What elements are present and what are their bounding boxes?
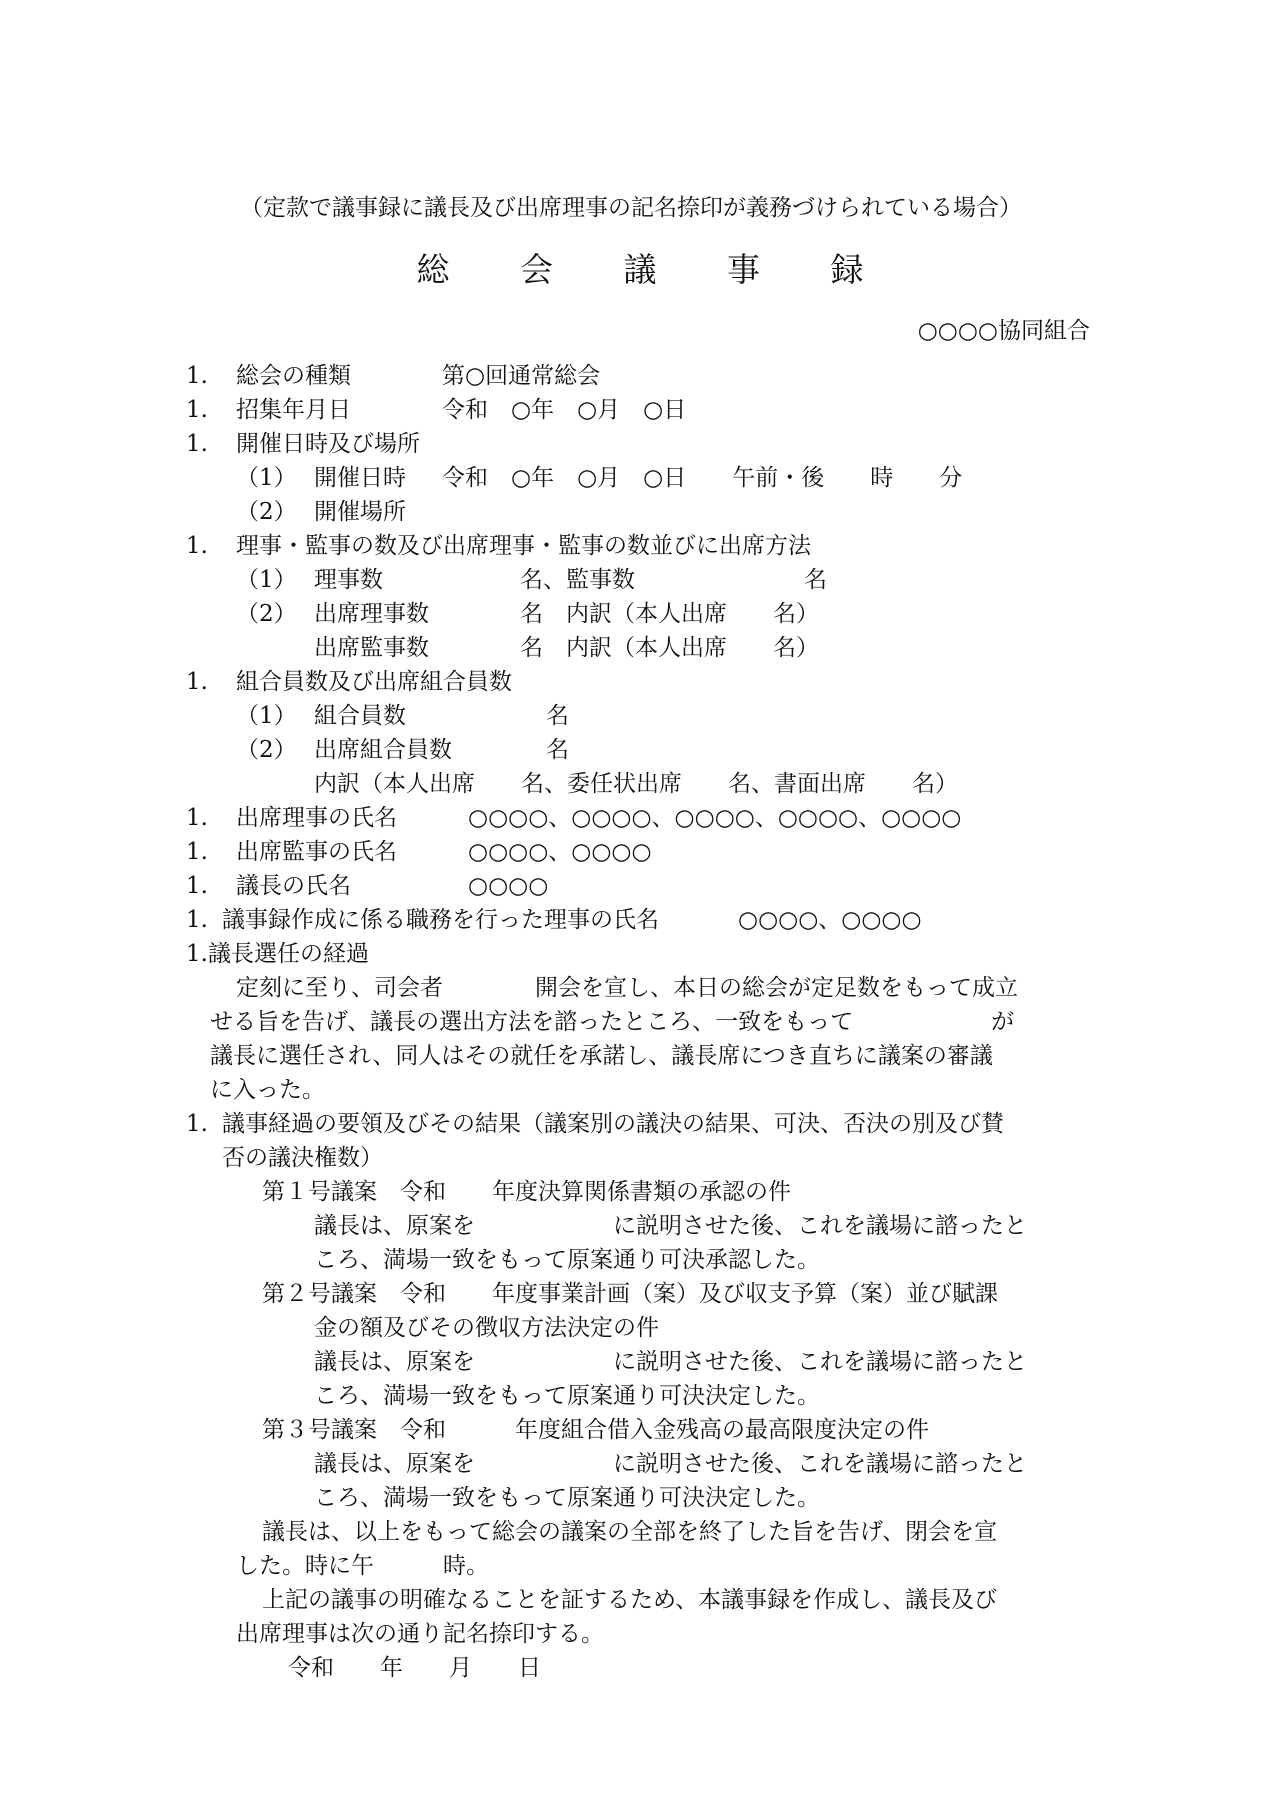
title-char: 事 bbox=[727, 250, 760, 289]
agenda-2-line-1: 議長は、原案を に説明させた後、これを議場に諮ったと bbox=[314, 1349, 1027, 1375]
organization-name: ○○○○協同組合 bbox=[917, 318, 1090, 344]
agenda-3-line-2: ころ、満場一致をもって原案通り可決決定した。 bbox=[314, 1485, 820, 1511]
venue-1-num: （1） bbox=[236, 465, 297, 491]
agenda-2-title: 第２号議案 令和 年度事業計画（案）及び収支予算（案）並び賦課 bbox=[262, 1281, 998, 1307]
directors-3-a: 出席監事数 bbox=[314, 635, 429, 661]
convocation-label: 招集年月日 bbox=[236, 397, 351, 423]
venue-label: 開催日時及び場所 bbox=[236, 431, 420, 457]
closing-text-4: 出席理事は次の通り記名捺印する。 bbox=[236, 1621, 604, 1647]
item-marker: 1. bbox=[186, 363, 208, 389]
members-1-a: 組合員数 bbox=[314, 703, 406, 729]
item-marker: 1. bbox=[186, 397, 208, 423]
closing-text-2: した。時に午 時。 bbox=[236, 1553, 489, 1579]
item-marker: 1. bbox=[186, 839, 208, 865]
title-char: 会 bbox=[520, 250, 553, 289]
directors-3-b: 名 内訳（本人出席 名） bbox=[520, 635, 819, 661]
members-3: 内訳（本人出席 名、委任状出席 名、書面出席 名） bbox=[314, 771, 958, 797]
minutes-value: ○○○○、○○○○ bbox=[738, 907, 922, 933]
directors-1-b: 名、監事数 bbox=[520, 567, 635, 593]
attending-auditors-value: ○○○○、○○○○ bbox=[468, 839, 652, 865]
venue-1-value: 令和 ○年 ○月 ○日 午前・後 時 分 bbox=[442, 465, 963, 491]
closing-text-3: 上記の議事の明確なることを証するため、本議事録を作成し、議長及び bbox=[262, 1587, 998, 1613]
convocation-value: 令和 ○年 ○月 ○日 bbox=[442, 397, 687, 423]
item-marker: 1. bbox=[186, 1111, 208, 1137]
members-1-b: 名 bbox=[546, 703, 569, 729]
election-text-2: せる旨を告げ、議長の選出方法を諮ったところ、一致をもって が bbox=[210, 1009, 1015, 1035]
chair-label: 議長の氏名 bbox=[236, 873, 351, 899]
title-char: 総 bbox=[416, 250, 450, 289]
chair-value: ○○○○ bbox=[468, 873, 549, 899]
item-marker: 1. bbox=[186, 533, 208, 559]
directors-1-a: 理事数 bbox=[314, 567, 383, 593]
closing-text-1: 議長は、以上をもって総会の議案の全部を終了した旨を告げ、閉会を宣 bbox=[262, 1519, 998, 1545]
agenda-1-title: 第１号議案 令和 年度決算関係書類の承認の件 bbox=[262, 1179, 791, 1205]
election-text-4: に入った。 bbox=[210, 1077, 325, 1103]
title-char: 録 bbox=[830, 250, 864, 289]
directors-1-num: （1） bbox=[236, 567, 297, 593]
members-label: 組合員数及び出席組合員数 bbox=[236, 669, 512, 695]
type-value: 第○回通常総会 bbox=[442, 363, 601, 389]
type-label: 総会の種類 bbox=[236, 363, 351, 389]
election-label: 1.議長選任の経過 bbox=[186, 941, 369, 967]
attending-directors-label: 出席理事の氏名 bbox=[236, 805, 397, 831]
members-1-num: （1） bbox=[236, 703, 297, 729]
minutes-label: 議事録作成に係る職務を行った理事の氏名 bbox=[222, 907, 659, 933]
members-2-a: 出席組合員数 bbox=[314, 737, 452, 763]
agenda-1-line-1: 議長は、原案を に説明させた後、これを議場に諮ったと bbox=[314, 1213, 1027, 1239]
item-marker: 1. bbox=[186, 669, 208, 695]
venue-2-num: （2） bbox=[236, 499, 297, 525]
election-text-3: 議長に選任され、同人はその就任を承諾し、議長席につき直ちに議案の審議 bbox=[210, 1043, 993, 1069]
proceedings-label-1: 議事経過の要領及びその結果（議案別の議決の結果、可決、否決の別及び賛 bbox=[222, 1111, 1004, 1137]
item-marker: 1. bbox=[186, 907, 208, 933]
agenda-1-line-2: ころ、満場一致をもって原案通り可決承認した。 bbox=[314, 1247, 820, 1273]
directors-2-num: （2） bbox=[236, 601, 297, 627]
header-note: （定款で議事録に議長及び出席理事の記名捺印が義務づけられている場合） bbox=[240, 195, 1022, 221]
election-text-1: 定刻に至り、司会者 開会を宣し、本日の総会が定足数をもって成立 bbox=[236, 975, 1018, 1001]
directors-2-a: 出席理事数 bbox=[314, 601, 429, 627]
attending-directors-value: ○○○○、○○○○、○○○○、○○○○、○○○○ bbox=[468, 805, 962, 831]
agenda-3-line-1: 議長は、原案を に説明させた後、これを議場に諮ったと bbox=[314, 1451, 1027, 1477]
members-2-b: 名 bbox=[546, 737, 569, 763]
members-2-num: （2） bbox=[236, 737, 297, 763]
agenda-2-title-2: 金の額及びその徴収方法決定の件 bbox=[314, 1315, 659, 1341]
title-char: 議 bbox=[623, 250, 657, 289]
agenda-3-title: 第３号議案 令和 年度組合借入金残高の最高限度決定の件 bbox=[262, 1417, 929, 1443]
directors-2-b: 名 内訳（本人出席 名） bbox=[520, 601, 819, 627]
item-marker: 1. bbox=[186, 431, 208, 457]
closing-date: 令和 年 月 日 bbox=[288, 1655, 541, 1681]
document-title bbox=[0, 250, 1280, 290]
directors-1-c: 名 bbox=[804, 567, 827, 593]
agenda-2-line-2: ころ、満場一致をもって原案通り可決決定した。 bbox=[314, 1383, 820, 1409]
item-marker: 1. bbox=[186, 873, 208, 899]
item-marker: 1. bbox=[186, 805, 208, 831]
venue-2-label: 開催場所 bbox=[314, 499, 406, 525]
directors-label: 理事・監事の数及び出席理事・監事の数並びに出席方法 bbox=[236, 533, 811, 559]
attending-auditors-label: 出席監事の氏名 bbox=[236, 839, 397, 865]
proceedings-label-2: 否の議決権数） bbox=[222, 1145, 383, 1171]
venue-1-label: 開催日時 bbox=[314, 465, 406, 491]
